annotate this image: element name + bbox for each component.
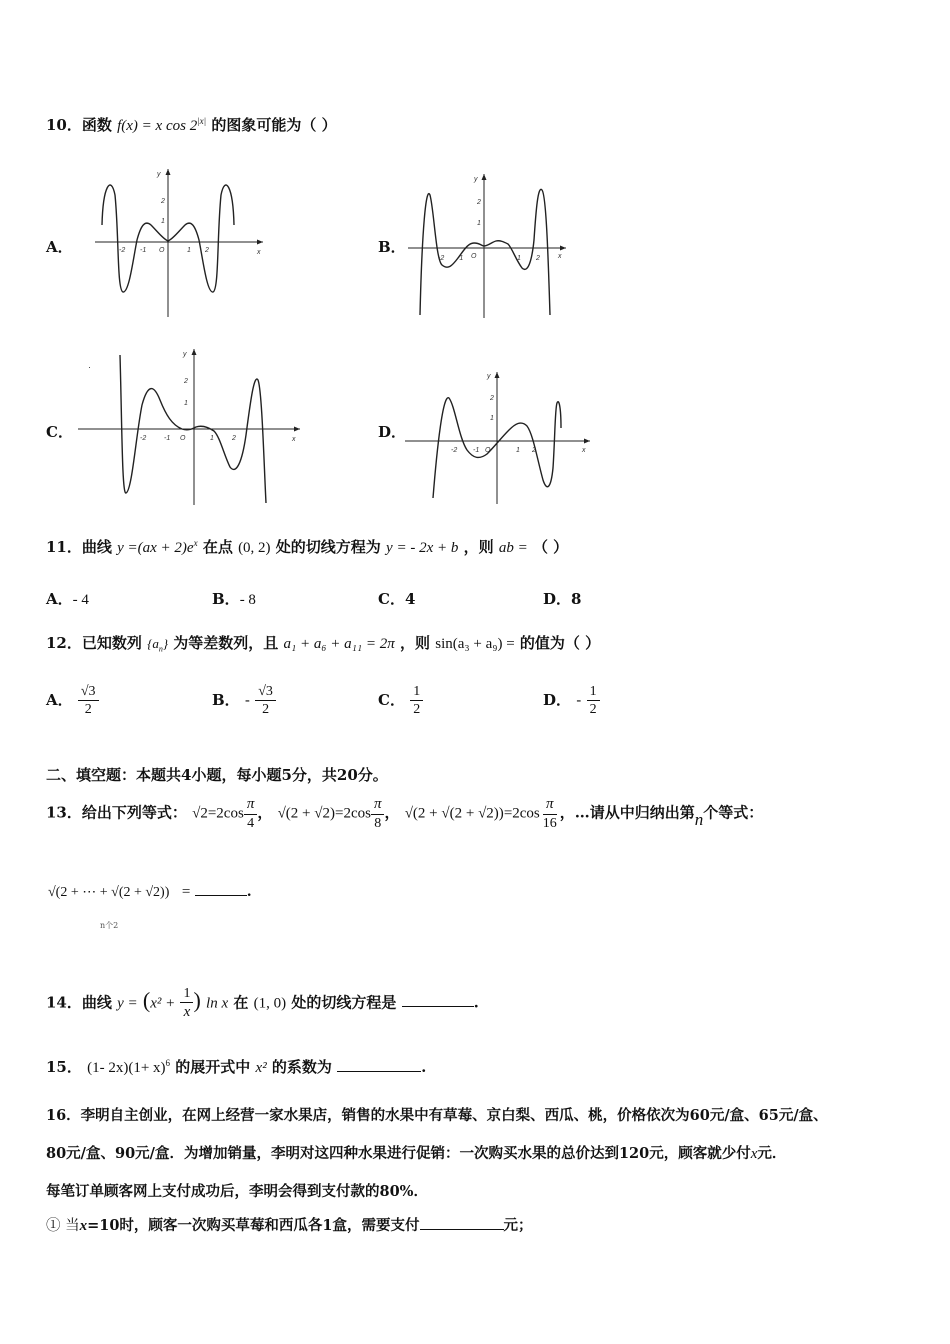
- option-label: C．: [378, 690, 405, 709]
- curve-b: [420, 189, 550, 315]
- q13-eq1-left: √2: [192, 805, 208, 822]
- q10-option-b-label[interactable]: B．: [378, 238, 406, 256]
- q10-option-a-label[interactable]: A．: [46, 238, 73, 256]
- q10-stem: [46, 114, 337, 135]
- q13-eq2-frac: [371, 796, 385, 831]
- tick-y2: 2: [161, 198, 165, 205]
- q13-tail2: 个等式：: [703, 803, 764, 822]
- origin-label: O: [471, 253, 477, 260]
- q12-seq: a: [152, 636, 159, 651]
- option-label: A．: [46, 590, 73, 608]
- q12-option-a[interactable]: [46, 684, 99, 718]
- tick-x2: 2: [232, 435, 236, 442]
- q13-eq1-frac: [244, 796, 258, 831]
- option-value: - 8: [239, 592, 256, 608]
- q12-then: ，则: [399, 634, 430, 652]
- q14-number: 14．曲线: [46, 993, 112, 1012]
- q15-end: .: [421, 1058, 427, 1076]
- fraction-numerator: π: [244, 796, 258, 815]
- q10-number: 10．函数: [46, 116, 112, 134]
- q13-answer-equals: =: [181, 884, 191, 900]
- q16-line4-mid: =10时，顾客一次购买草莓和西瓜各1盒，需要支付: [87, 1217, 420, 1234]
- y-axis-arrow-icon: [495, 372, 500, 378]
- q16-line2-var: x: [750, 1146, 758, 1162]
- option-label: A．: [46, 690, 73, 709]
- q14-x2: x² +: [150, 995, 176, 1012]
- q16-line2: [46, 1142, 786, 1163]
- q13-n: n: [694, 810, 704, 830]
- fraction-numerator: π: [371, 796, 385, 815]
- tick-xm2: -2: [140, 435, 147, 442]
- q10-option-c-label[interactable]: C．: [46, 423, 73, 441]
- q15-answer-blank[interactable]: [337, 1071, 421, 1072]
- option-label: C．: [378, 590, 405, 608]
- option-fraction: [587, 684, 600, 718]
- fraction-numerator: 1: [410, 684, 423, 701]
- q13-answer-note: n个2: [100, 921, 119, 930]
- q10-formula: f(x) = x cos 2: [117, 118, 198, 134]
- q14-lhs: y =: [117, 995, 138, 1012]
- q15-suffix: 的系数为: [271, 1058, 332, 1076]
- q13-answer-expression: √(2 + ⋯ + √(2 + √2)): [48, 885, 170, 900]
- q13-eq3-left: √(2 + √(2 + √2)): [404, 805, 504, 822]
- tick-y2: 2: [477, 199, 481, 206]
- q12-number: 12．已知数列: [46, 634, 142, 652]
- q16-line4: [46, 1214, 533, 1235]
- q11-curve-exponent: x: [193, 538, 198, 548]
- q11-option-b[interactable]: [212, 588, 256, 609]
- option-fraction: [410, 684, 423, 718]
- axis-label-y: y: [157, 171, 161, 178]
- tick-xm2: -2: [451, 447, 458, 454]
- tick-x1: 1: [516, 447, 520, 454]
- q11-tangent-text: 处的切线方程为: [275, 538, 381, 556]
- tick-y2: 2: [490, 395, 494, 402]
- option-label: B．: [212, 690, 240, 709]
- option-label: D．: [543, 590, 572, 608]
- option-value: - 4: [72, 592, 89, 608]
- q11-then: ，则: [463, 538, 494, 556]
- option-fraction: [255, 684, 276, 718]
- option-value: 4: [404, 590, 416, 608]
- fraction-denominator: 16: [542, 815, 557, 831]
- q15-number: 15．: [46, 1058, 82, 1076]
- fraction-denominator: 4: [247, 815, 255, 831]
- q13-end: .: [246, 884, 252, 900]
- q12-seq-sub: n: [158, 644, 163, 654]
- stray-dot: ·: [88, 362, 91, 372]
- fraction-denominator: 8: [374, 815, 382, 831]
- tick-xm2: -2: [119, 247, 126, 254]
- q14-suffix: 处的切线方程是: [291, 993, 397, 1012]
- q13-answer-blank[interactable]: [195, 895, 247, 896]
- option-label: B．: [212, 590, 240, 608]
- q16-line3: 每笔订单顾客网上支付成功后，李明会得到支付款的80%．: [46, 1183, 428, 1200]
- q14-at: 在: [233, 993, 249, 1012]
- section-2-title: 二、填空题：本题共4小题，每小题5分，共20分。: [46, 766, 388, 784]
- q15-exponent: 6: [165, 1058, 171, 1068]
- q11-stem: [46, 536, 568, 557]
- q16-answer-blank[interactable]: [420, 1229, 504, 1230]
- tick-xm1: -1: [164, 435, 171, 442]
- q11-at-point: 在点: [202, 538, 233, 556]
- q14-end: .: [473, 993, 479, 1012]
- q14-ln: ln x: [206, 995, 229, 1012]
- tick-x1: 1: [517, 255, 521, 262]
- q11-option-c[interactable]: [378, 588, 415, 609]
- q16-line2-end: 元．: [757, 1145, 787, 1162]
- q12-option-b[interactable]: [212, 684, 276, 718]
- origin-label: O: [180, 435, 186, 442]
- option-fraction: [78, 684, 99, 718]
- q10-graph-d[interactable]: [405, 368, 595, 508]
- q13-eq1-right: =2cos: [207, 805, 244, 822]
- fraction-denominator: 2: [84, 702, 92, 718]
- q10-graph-a[interactable]: [95, 165, 265, 320]
- axis-label-y: y: [487, 373, 491, 380]
- q12-option-d[interactable]: [543, 684, 600, 718]
- q13-eq3-frac: [540, 796, 560, 831]
- q12-condition: a₁ + a₆ + a₁₁ = 2π: [283, 636, 395, 652]
- fraction-numerator: √3: [78, 684, 99, 701]
- q10-suffix: 的图象可能为（ ）: [211, 116, 337, 134]
- axis-label-x: x: [292, 436, 296, 443]
- tick-xm1: -1: [140, 247, 147, 254]
- q11-ab: ab =: [498, 540, 528, 556]
- q12-stem: 12．已知数列 $\{a_n\}$ 为等差数列，且 a₁ + a₆ + a₁₁ = 2π ，则 sin(a₃ + a₉) = 的值为（ ）: [46, 634, 601, 654]
- fraction-denominator: 2: [413, 702, 421, 718]
- origin-label: O: [485, 447, 491, 454]
- fraction-numerator: √3: [255, 684, 276, 701]
- origin-label: O: [159, 247, 165, 254]
- q10-graph-b[interactable]: [408, 170, 568, 320]
- q10-option-d-label[interactable]: D．: [378, 423, 407, 441]
- tick-x2: 2: [536, 255, 540, 262]
- q14-point: (1, 0): [253, 995, 287, 1012]
- tick-xm1: -1: [457, 255, 464, 262]
- tick-y2: 2: [184, 378, 188, 385]
- q11-number: 11．曲线: [46, 538, 112, 556]
- tick-x1: 1: [187, 247, 191, 254]
- q16-line4-start: ① 当: [46, 1218, 80, 1234]
- y-axis-arrow-icon: [192, 349, 197, 355]
- axis-label-y: y: [474, 176, 478, 183]
- q12-mid: 为等差数列，且: [173, 634, 279, 652]
- q12-expr: sin(a₃ + a₉) =: [435, 636, 515, 652]
- option-sign: -: [244, 690, 250, 709]
- q15-expr: (1- 2x)(1+ x): [87, 1060, 166, 1076]
- q16-line1: 16．李明自主创业，在网上经营一家水果店，销售的水果中有草莓、京白梨、西瓜、桃，价格依次为60元/盒、65元/盒、: [46, 1107, 828, 1124]
- q13-eq2-right: =2cos: [334, 805, 371, 822]
- tick-x2: 2: [532, 447, 536, 454]
- fraction-denominator: 2: [589, 702, 597, 718]
- q15-term: x²: [255, 1060, 267, 1076]
- axis-label-x: x: [582, 447, 586, 454]
- fraction-numerator: 1: [587, 684, 600, 701]
- tick-x1: 1: [210, 435, 214, 442]
- q13-tail: ，…请从中归纳出第: [559, 803, 695, 822]
- x-axis-arrow-icon: [584, 439, 590, 444]
- fraction-numerator: π: [543, 796, 557, 815]
- q13-stem: 13．给出下列等式： √2=2cos $\frac{\pi}{4}$ ， √(2 + √2)=2cos $\frac{\pi}{8}$ ， √(2 + √(2 + √2))=2cos $\frac{\pi}{16}$ ，…请从中归纳出第n个等式：: [46, 796, 764, 831]
- q14-frac: [180, 986, 193, 1021]
- q15-stem: [46, 1056, 426, 1077]
- x-axis-arrow-icon: [294, 427, 300, 432]
- axis-label-x: x: [558, 253, 562, 260]
- q16-line4-var: x: [79, 1218, 88, 1234]
- tick-y1: 1: [477, 220, 481, 227]
- fraction-numerator: 1: [180, 986, 193, 1003]
- q13-answer: [48, 884, 252, 901]
- q10-graph-c[interactable]: [78, 345, 303, 510]
- fraction-denominator: x: [183, 1004, 191, 1021]
- tick-xm2: -2: [438, 255, 445, 262]
- q11-option-d[interactable]: [543, 588, 581, 609]
- fraction-denominator: 2: [262, 702, 270, 718]
- tick-y1: 1: [490, 415, 494, 422]
- tick-x2: 2: [205, 247, 209, 254]
- option-value: 8: [571, 590, 582, 608]
- option-label: D．: [543, 690, 572, 709]
- q16-line4-end: 元；: [503, 1217, 533, 1234]
- q11-tangent: y = - 2x + b: [386, 540, 459, 556]
- q11-paren: （ ）: [532, 538, 569, 556]
- q13-number: 13．给出下列等式：: [46, 803, 187, 822]
- axis-label-y: y: [183, 351, 187, 358]
- q12-suffix: 的值为（ ）: [519, 634, 601, 652]
- tick-xm1: -1: [473, 447, 480, 454]
- tick-y1: 1: [184, 400, 188, 407]
- q14-answer-blank[interactable]: [402, 1006, 474, 1007]
- q13-eq3-right: =2cos: [503, 805, 540, 822]
- option-sign: -: [576, 690, 582, 709]
- x-axis-arrow-icon: [257, 240, 263, 245]
- q15-mid: 的展开式中: [175, 1058, 251, 1076]
- q11-option-a[interactable]: [46, 588, 89, 609]
- y-axis-arrow-icon: [482, 174, 487, 180]
- x-axis-arrow-icon: [560, 246, 566, 251]
- q11-curve: y =(ax + 2)e: [117, 540, 194, 556]
- q13-eq2-left: √(2 + √2): [277, 805, 335, 822]
- q11-point: (0, 2): [238, 540, 271, 556]
- q14-stem: 14．曲线 y = (x² + $\frac{1}{x}$ ) ln x 在 (1, 0) 处的切线方程是 .: [46, 986, 479, 1021]
- q10-formula-exponent: |x|: [197, 116, 207, 126]
- q12-option-c[interactable]: [378, 684, 423, 718]
- axis-label-x: x: [257, 249, 261, 256]
- q16-line2-text: 80元/盒、90元/盒．为增加销量，李明对这四种水果进行促销：一次购买水果的总价达到120元，顾客就少付: [46, 1145, 751, 1162]
- y-axis-arrow-icon: [166, 169, 171, 175]
- tick-y1: 1: [161, 218, 165, 225]
